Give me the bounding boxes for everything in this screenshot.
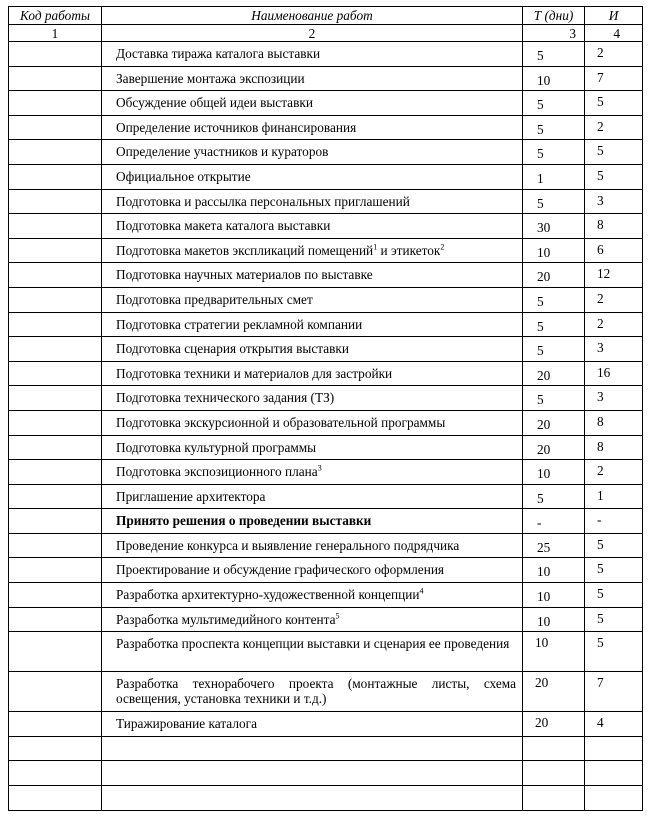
work-code-cell [9,632,102,672]
duration-cell: 10 [523,66,585,91]
duration-cell: 25 [523,533,585,558]
duration-cell: 10 [523,632,585,672]
work-name-cell: Подготовка технического задания (ТЗ) [102,386,523,411]
work-name-text: Подготовка макетов экспликаций помещений [116,242,374,258]
work-name-cell [102,460,523,485]
footnote-mark: 2 [440,242,445,252]
work-name-cell: Доставка тиража каталога выставки [102,42,523,67]
work-code-cell [9,410,102,435]
index-cell: 3 [585,337,643,362]
index-cell: 7 [585,672,643,712]
index-cell: 5 [585,632,643,672]
table-row [9,632,643,672]
empty-row [9,786,643,811]
header-work-code: Код работы [9,7,102,25]
empty-cell [523,786,585,811]
duration-cell: 20 [523,712,585,737]
work-name-cell: Официальное открытие [102,164,523,189]
work-code-cell [9,42,102,67]
footnote-mark: 1 [373,242,378,252]
empty-row [9,736,643,761]
duration-cell: 10 [523,238,585,263]
empty-row [9,761,643,786]
column-number: 1 [9,25,102,42]
work-code-cell [9,189,102,214]
header-index: И [585,7,643,25]
footnote-mark: 5 [335,611,340,621]
empty-cell [523,736,585,761]
index-cell: 2 [585,42,643,67]
table-row [9,672,643,712]
work-code-cell [9,607,102,632]
duration-cell: 20 [523,672,585,712]
work-name-text: и этикеток [377,242,441,258]
work-code-cell [9,435,102,460]
work-name-cell [102,607,523,632]
index-cell: 12 [585,263,643,288]
duration-cell: 5 [523,140,585,165]
work-name-cell: Подготовка и рассылка персональных приглашений [102,189,523,214]
index-cell: 3 [585,386,643,411]
work-name-cell: Подготовка стратегии рекламной компании [102,312,523,337]
work-code-cell [9,558,102,583]
empty-cell [585,786,643,811]
work-name-cell: Подготовка научных материалов по выставке [102,263,523,288]
duration-cell: 10 [523,583,585,608]
duration-cell: 5 [523,42,585,67]
duration-cell: 20 [523,435,585,460]
work-code-cell [9,533,102,558]
index-cell: 5 [585,164,643,189]
table-row [9,460,643,485]
work-name-cell: Определение участников и кураторов [102,140,523,165]
work-name-cell: Подготовка культурной программы [102,435,523,460]
duration-cell: 5 [523,189,585,214]
index-cell: 8 [585,214,643,239]
work-name-cell: Проведение конкурса и выявление генерального подрядчика [102,533,523,558]
table-row [9,712,643,737]
duration-cell: 10 [523,558,585,583]
table-row [9,386,643,411]
index-cell: 2 [585,115,643,140]
table-row [9,558,643,583]
index-cell: 2 [585,460,643,485]
duration-cell: 30 [523,214,585,239]
index-cell: 5 [585,533,643,558]
index-cell: 16 [585,361,643,386]
work-name-cell: Подготовка техники и материалов для застройки [102,361,523,386]
table-row [9,410,643,435]
empty-cell [9,736,102,761]
empty-cell [585,736,643,761]
index-cell: 8 [585,435,643,460]
duration-cell: 20 [523,263,585,288]
works-table [8,6,643,811]
work-code-cell [9,672,102,712]
empty-cell [9,761,102,786]
index-cell: - [585,509,643,534]
work-name-cell: Завершение монтажа экспозиции [102,66,523,91]
table-row [9,533,643,558]
work-code-cell [9,337,102,362]
duration-cell: - [523,509,585,534]
work-code-cell [9,509,102,534]
table-row [9,140,643,165]
header-work-name: Наименование работ [102,7,523,25]
index-cell: 6 [585,238,643,263]
header-duration: Т (дни) [523,7,585,25]
index-cell: 2 [585,312,643,337]
index-cell: 5 [585,558,643,583]
work-code-cell [9,583,102,608]
duration-cell: 5 [523,312,585,337]
work-name-cell: Тиражирование каталога [102,712,523,737]
index-cell: 4 [585,712,643,737]
table-row [9,189,643,214]
work-code-cell [9,263,102,288]
duration-cell: 10 [523,460,585,485]
index-cell: 7 [585,66,643,91]
work-name-cell: Подготовка предварительных смет [102,287,523,312]
table-row [9,509,643,534]
duration-cell: 5 [523,337,585,362]
work-code-cell [9,214,102,239]
table-row [9,484,643,509]
table-row [9,263,643,288]
work-code-cell [9,164,102,189]
table-row [9,164,643,189]
work-code-cell [9,287,102,312]
work-name-cell: Подготовка сценария открытия выставки [102,337,523,362]
work-name-cell: Определение источников финансирования [102,115,523,140]
work-name-text: Принято решения о проведении выставки [116,513,372,529]
work-code-cell [9,460,102,485]
index-cell: 1 [585,484,643,509]
work-name-cell [102,583,523,608]
work-code-cell [9,140,102,165]
index-cell: 5 [585,607,643,632]
duration-cell: 20 [523,361,585,386]
work-name-cell: Разработка технорабочего проекта (монтажные листы, схема освещения, установка техники и т.д.) [102,672,523,712]
work-code-cell [9,386,102,411]
empty-cell [102,761,523,786]
empty-cell [523,761,585,786]
duration-cell: 5 [523,91,585,116]
duration-cell: 5 [523,484,585,509]
work-name-cell: Разработка проспекта концепции выставки и сценария ее проведения [102,632,523,672]
table-row [9,66,643,91]
column-numbering-row [9,25,643,42]
duration-cell: 5 [523,115,585,140]
table-row [9,607,643,632]
table-row [9,287,643,312]
index-cell: 8 [585,410,643,435]
table-row [9,337,643,362]
work-name-cell [102,509,523,534]
work-name-cell: Подготовка экскурсионной и образовательной программы [102,410,523,435]
table-row [9,312,643,337]
duration-cell: 5 [523,386,585,411]
work-code-cell [9,712,102,737]
table-header [9,7,643,42]
column-number: 4 [585,25,643,42]
index-cell: 5 [585,140,643,165]
work-name-text: Разработка архитектурно-художественной концепции [116,587,420,603]
work-code-cell [9,361,102,386]
table-row [9,238,643,263]
table-row [9,42,643,67]
work-code-cell [9,484,102,509]
table-row [9,91,643,116]
duration-cell: 1 [523,164,585,189]
table-row [9,115,643,140]
index-cell: 5 [585,583,643,608]
footnote-mark: 4 [419,586,424,596]
work-name-cell: Проектирование и обсуждение графического оформления [102,558,523,583]
work-code-cell [9,91,102,116]
empty-cell [102,786,523,811]
work-name-text: Подготовка экспозиционного плана [116,464,318,480]
empty-cell [9,786,102,811]
table-row [9,361,643,386]
work-code-cell [9,238,102,263]
work-name-cell: Подготовка макета каталога выставки [102,214,523,239]
footnote-mark: 3 [317,463,322,473]
work-code-cell [9,66,102,91]
duration-cell: 5 [523,287,585,312]
work-name-text: Разработка мультимедийного контента [116,611,336,627]
table-row [9,583,643,608]
column-number: 2 [102,25,523,42]
column-number: 3 [523,25,585,42]
empty-cell [585,761,643,786]
work-name-cell [102,238,523,263]
duration-cell: 20 [523,410,585,435]
duration-cell: 10 [523,607,585,632]
index-cell: 5 [585,91,643,116]
index-cell: 3 [585,189,643,214]
work-code-cell [9,312,102,337]
table-row [9,435,643,460]
work-name-cell: Приглашение архитектора [102,484,523,509]
work-code-cell [9,115,102,140]
empty-cell [102,736,523,761]
table-row [9,214,643,239]
index-cell: 2 [585,287,643,312]
work-name-cell: Обсуждение общей идеи выставки [102,91,523,116]
